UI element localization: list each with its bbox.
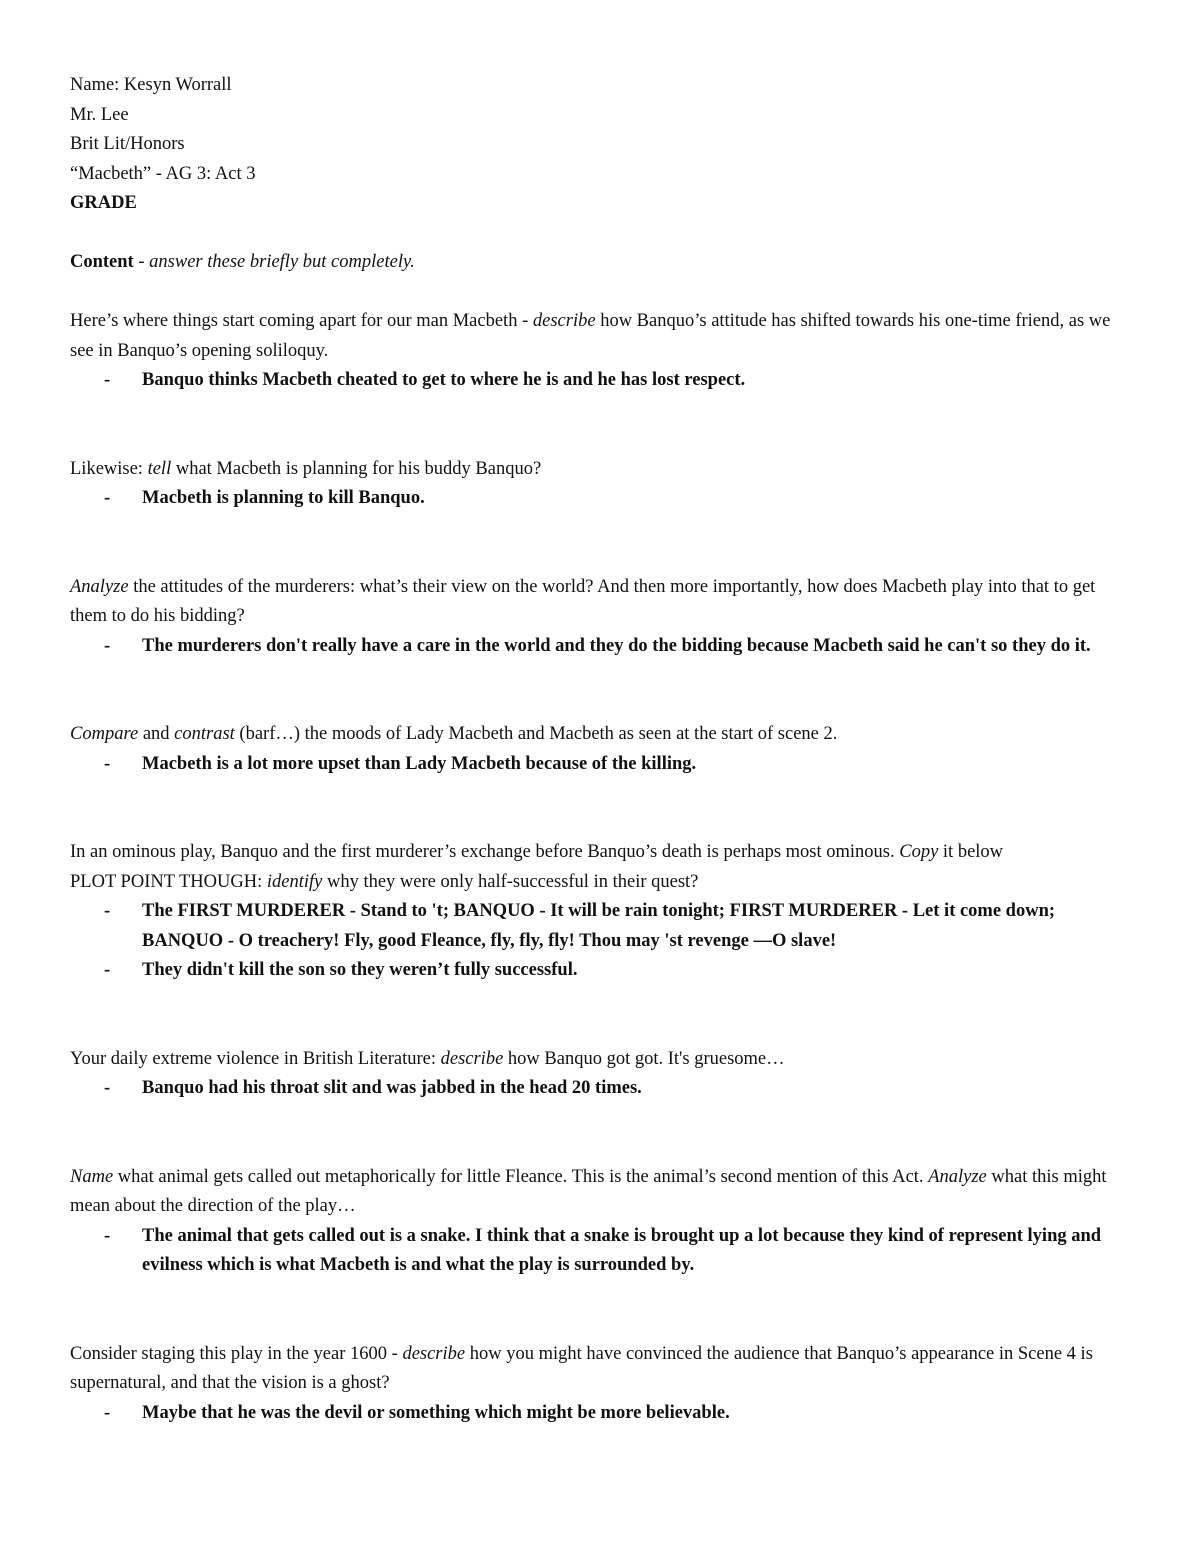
question-block (70, 307, 1130, 396)
header-block (70, 71, 1130, 219)
question-verb-3: identify (266, 871, 323, 892)
student-name: Name: Kesyn Worrall (70, 75, 232, 95)
question-verb: tell (147, 458, 172, 479)
bullet-dash: - (104, 1225, 111, 1246)
question-middle: what animal gets called out metaphorically for little Fleance. This is the animal’s second mention of this Act. (113, 1166, 929, 1187)
question-verb: Compare (70, 724, 139, 744)
answer-item (70, 632, 1130, 662)
answer-text: Macbeth is planning to kill Banquo. (142, 488, 425, 508)
question-text (70, 720, 1130, 750)
assignment-title: “Macbeth” - AG 3: Act 3 (70, 163, 256, 184)
bullet-dash: - (104, 901, 111, 921)
bullet-dash: - (104, 960, 111, 980)
answer-text: They didn't kill the son so they weren’t fully successful. (142, 960, 578, 980)
question-middle: what Macbeth is planning for his buddy Banquo? (171, 458, 542, 479)
answer-item (70, 366, 1130, 396)
question-line2-suffix: why they were only half-successful in their quest? (322, 871, 699, 892)
answer-list (70, 1399, 1130, 1429)
question-prefix: Your daily extreme violence in British Literature: (70, 1048, 441, 1069)
question-text (70, 307, 1130, 366)
answer-list (70, 366, 1130, 396)
answer-text: The FIRST MURDERER - Stand to 't; BANQUO - It will be rain tonight; FIRST MURDERER - Let it come down; BANQUO - O treachery! Fly, good Fleance, fly, fly, fly! Thou may 'st revenge —O slave! (142, 901, 1056, 951)
answer-item (70, 750, 1130, 780)
question-suffix: what this might mean about the direction of the play… (70, 1166, 1107, 1216)
question-prefix: Here’s where things start coming apart for our man Macbeth - (70, 311, 533, 331)
answer-list (70, 1222, 1130, 1281)
content-instruction: answer these briefly but completely. (149, 252, 415, 272)
answer-text: The animal that gets called out is a snake. I think that a snake is brought up a lot because they kind of represent lying and evilness which is what Macbeth is and what the play is surrounded by. (142, 1225, 1102, 1275)
question-block (70, 838, 1130, 986)
question-middle: how Banquo’s attitude has shifted towards his one-time friend, as we see in Banquo’s opening soliloquy. (70, 311, 1111, 361)
question-text (70, 1163, 1130, 1222)
question-verb: Copy (899, 842, 939, 862)
grade-label: GRADE (70, 193, 137, 213)
question-middle: it below (938, 842, 1004, 862)
question-middle: and (138, 724, 175, 744)
question-verb-2: Analyze (928, 1166, 987, 1187)
question-verb: describe (440, 1048, 504, 1069)
question-line2: PLOT POINT THOUGH: (70, 871, 267, 892)
answer-list (70, 484, 1130, 514)
answer-text: Maybe that he was the devil or something which might be more believable. (142, 1402, 730, 1423)
answer-item (70, 484, 1130, 514)
question-verb: Name (70, 1166, 114, 1187)
course-name: Brit Lit/Honors (70, 134, 185, 154)
content-label: Content (70, 252, 134, 272)
question-block (70, 1045, 1130, 1104)
teacher-name: Mr. Lee (70, 104, 129, 125)
question-text (70, 455, 1130, 485)
answer-text: Macbeth is a lot more upset than Lady Macbeth because of the killing. (142, 753, 697, 774)
answer-item (70, 956, 1130, 986)
answer-item (70, 1399, 1130, 1429)
answer-item (70, 1222, 1130, 1281)
content-separator: - (133, 252, 150, 272)
question-prefix: Consider staging this play in the year 1600 - (70, 1343, 403, 1364)
question-verb: describe (402, 1343, 466, 1364)
question-middle: how you might have convinced the audience that Banquo’s appearance in Scene 4 is supernatural, and that the vision is a ghost? (70, 1343, 1093, 1393)
question-block (70, 573, 1130, 662)
question-suffix: (barf…) the moods of Lady Macbeth and Macbeth as seen at the start of scene 2. (234, 724, 838, 744)
question-middle: how Banquo got got. It's gruesome… (503, 1048, 785, 1069)
question-block (70, 1163, 1130, 1281)
bullet-dash: - (104, 370, 111, 390)
question-text (70, 838, 1130, 897)
bullet-dash: - (104, 488, 111, 508)
answer-item (70, 897, 1130, 956)
question-prefix: Likewise: (70, 458, 148, 479)
question-text (70, 1340, 1130, 1399)
answer-list (70, 750, 1130, 780)
answer-text: Banquo had his throat slit and was jabbed in the head 20 times. (142, 1078, 642, 1098)
question-block (70, 455, 1130, 514)
question-block (70, 720, 1130, 779)
document-page (70, 71, 1130, 1428)
question-block (70, 1340, 1130, 1429)
answer-text: Banquo thinks Macbeth cheated to get to where he is and he has lost respect. (142, 370, 746, 390)
answer-item (70, 1074, 1130, 1104)
question-list (70, 307, 1130, 1428)
answer-list (70, 1074, 1130, 1104)
bullet-dash: - (104, 753, 111, 774)
question-verb: Analyze (70, 576, 129, 597)
bullet-dash: - (104, 1402, 111, 1423)
bullet-dash: - (104, 1078, 111, 1098)
content-intro (70, 248, 1130, 278)
question-verb: describe (532, 311, 596, 331)
question-prefix: In an ominous play, Banquo and the first murderer’s exchange before Banquo’s death is perhaps most ominous. (70, 842, 900, 862)
question-middle: the attitudes of the murderers: what’s their view on the world? And then more importantly, how does Macbeth play into that to get them to do his bidding? (70, 576, 1096, 626)
question-text (70, 573, 1130, 632)
bullet-dash: - (104, 635, 111, 656)
answer-text: The murderers don't really have a care in the world and they do the bidding because Macbeth said he can't so they do it. (142, 635, 1091, 656)
answer-list (70, 632, 1130, 662)
answer-list (70, 897, 1130, 986)
question-verb-2: contrast (174, 724, 235, 744)
question-text (70, 1045, 1130, 1075)
